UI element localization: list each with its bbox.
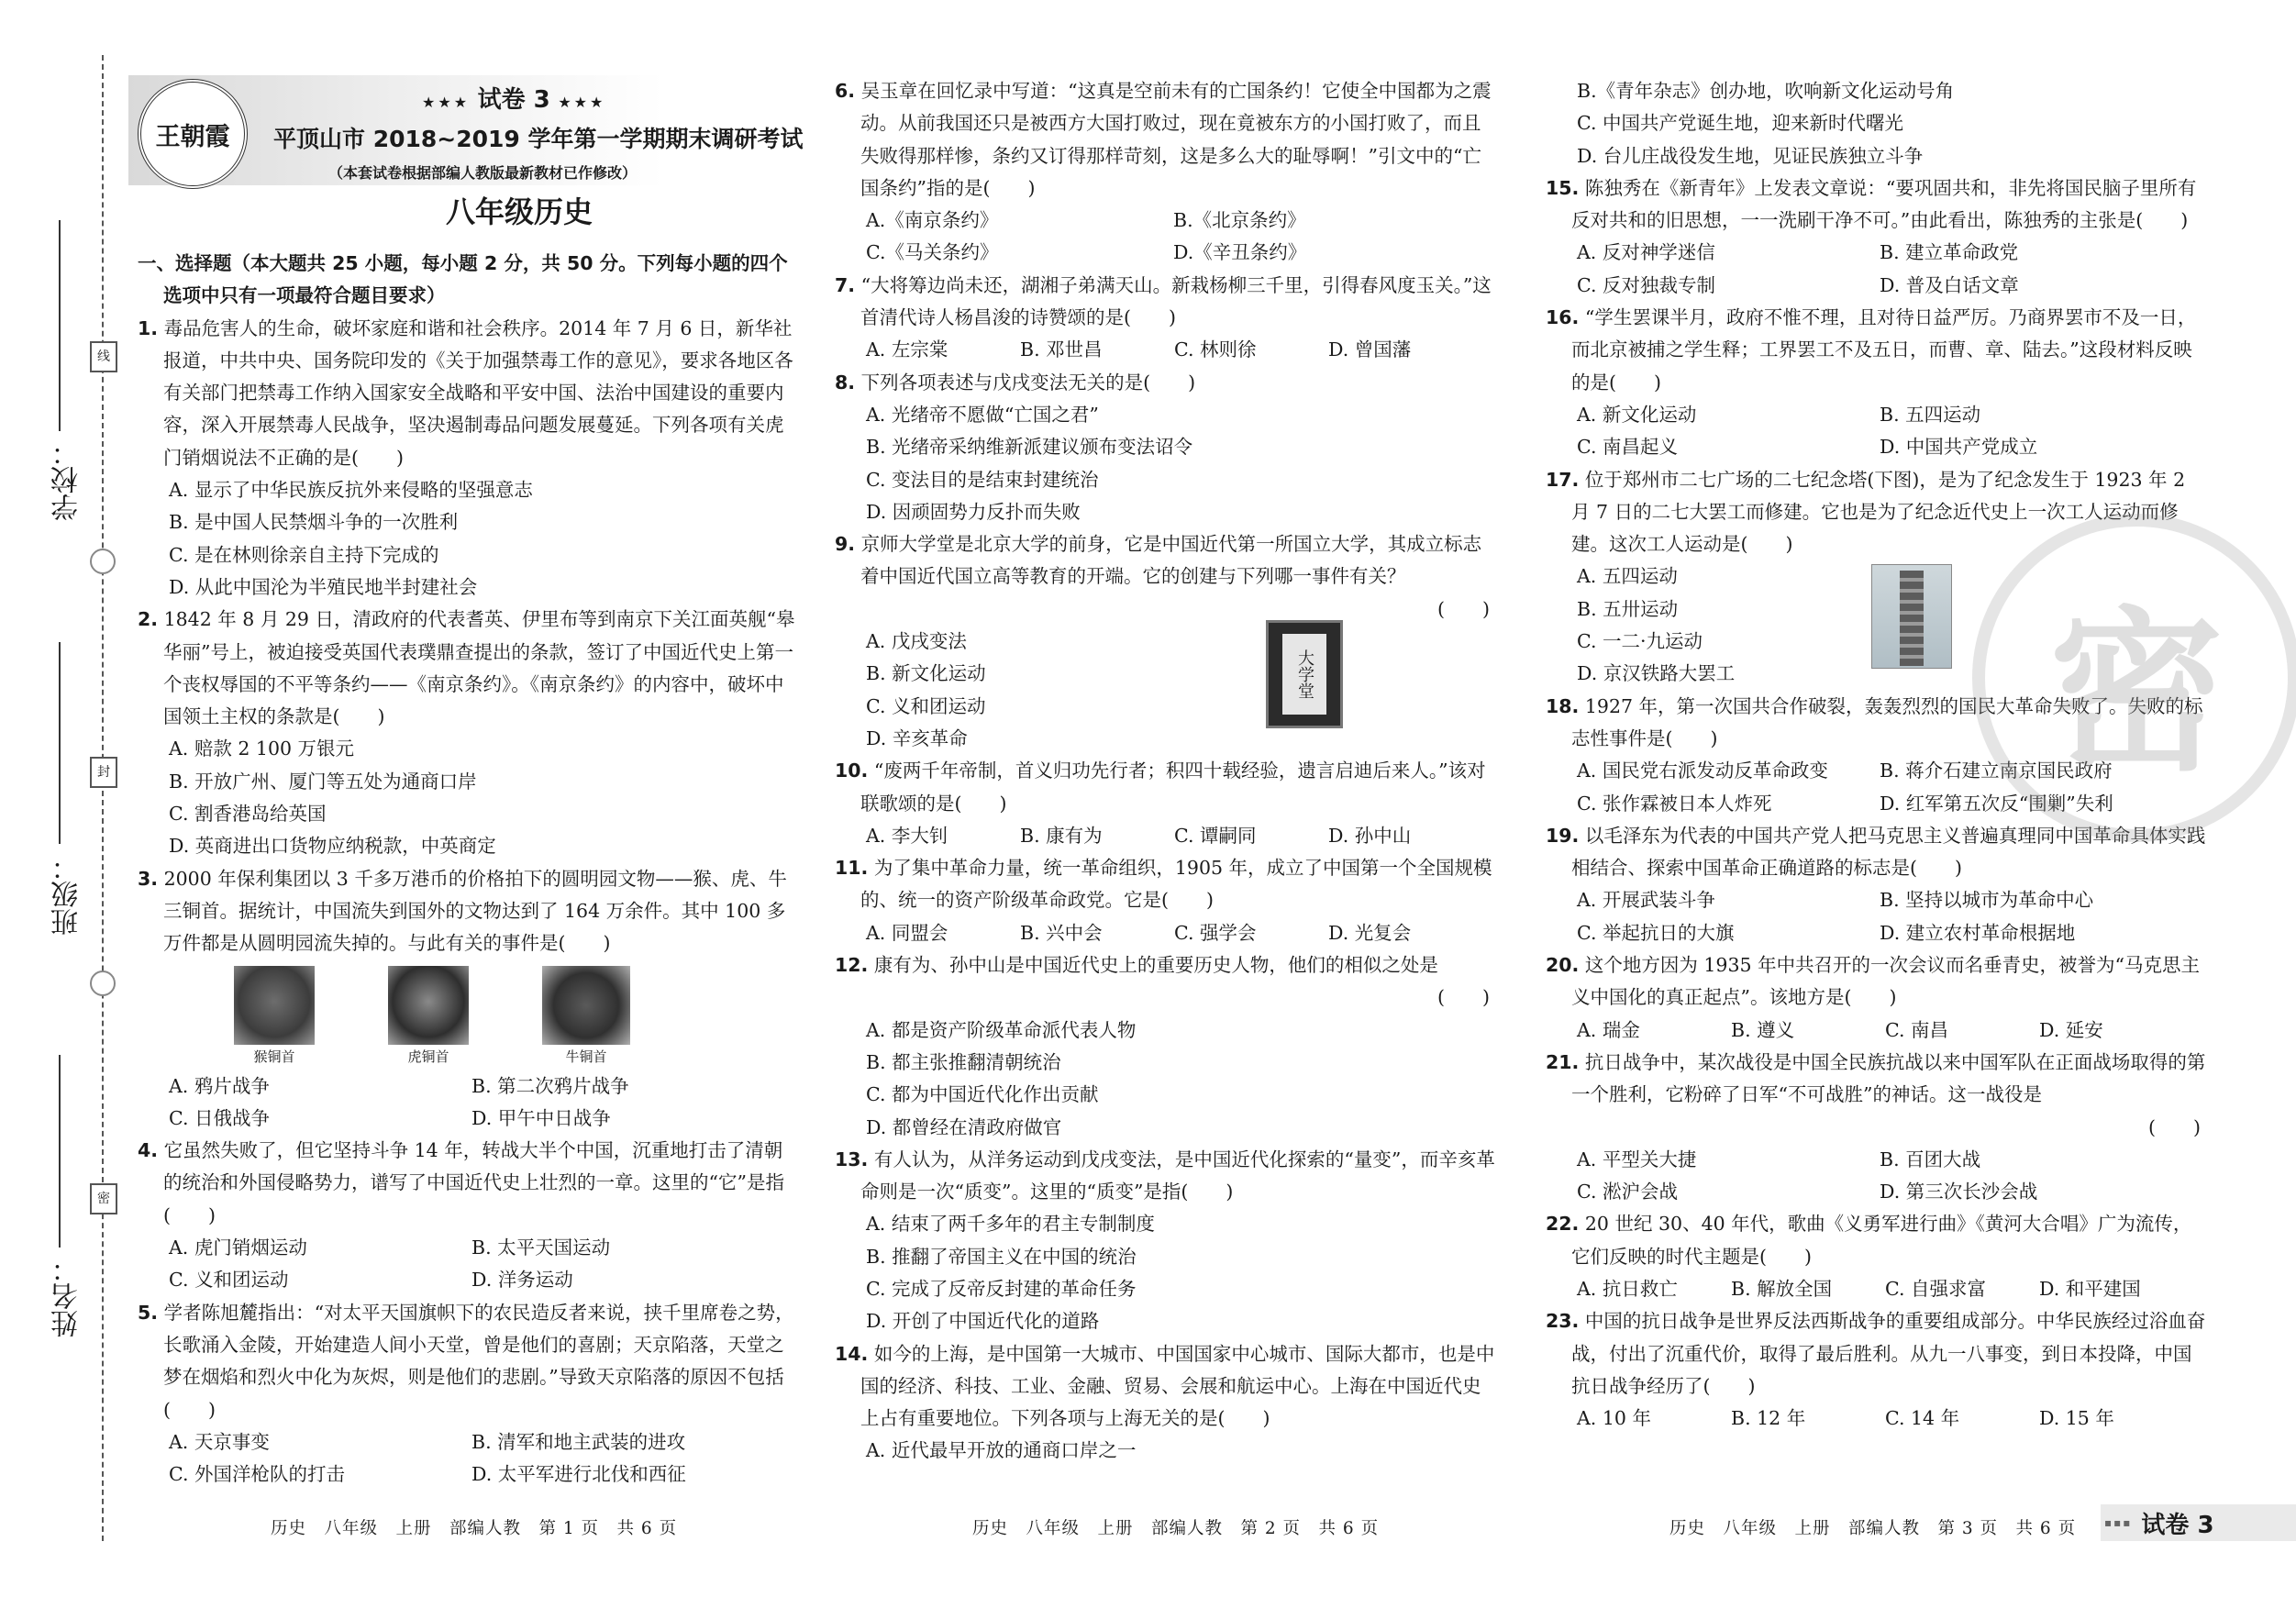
monkey-head-figure [234, 966, 315, 1069]
question-20 [1546, 949, 2206, 1015]
q19-option-a[interactable]: A. 开展武装斗争 [1577, 889, 1715, 912]
tower-shape [1900, 571, 1924, 666]
q21-answer-bracket[interactable]: ( ) [2148, 1115, 2201, 1138]
star-decor: ★★★ [422, 94, 478, 111]
question-text: “大将筹边尚未还，湖湘子弟满天山。新栽杨柳三千里，引得春风度玉关。”这首清代诗人杨昌浚的诗赞颂的是( ) [860, 273, 1492, 329]
question-10 [835, 755, 1495, 820]
binding-hole [90, 549, 116, 574]
q19-options-row2 [1546, 917, 2206, 949]
q23-options [1546, 1403, 2206, 1435]
question-text: 下列各项表述与戊戌变法无关的是( ) [860, 371, 1196, 394]
q6-options-row2 [835, 237, 1495, 269]
q14-option-b[interactable]: B.《青年杂志》创办地，吹响新文化运动号角 [1577, 80, 1955, 102]
q16-options-row1 [1546, 399, 2206, 431]
q3-option-c[interactable]: C. 日俄战争 [169, 1106, 270, 1129]
question-8 [835, 367, 1495, 399]
q9-option-a[interactable]: A. 戊戌变法 [866, 630, 967, 653]
q14-option-c[interactable]: C. 中国共产党诞生地，迎来新时代曙光 [1577, 112, 1903, 135]
ox-head-figure [542, 966, 630, 1069]
question-text: 康有为、孙中山是中国近代史上的重要历史人物，他们的相似之处是 [873, 954, 1438, 977]
question-text: 学者陈旭麓指出：“对太平天国旗帜下的农民造反者来说，挟千里席卷之势，长歌涌入金陵，开始建造人间小天堂，曾是他们的喜剧；天京陷落，天堂之梦在烟焰和烈火中化为灰烬，则是他们的悲剧。”导致天京陷落的原因不包括( ) [163, 1301, 794, 1421]
q20-option-d[interactable]: D. 延安 [2039, 1018, 2103, 1041]
q17-option-d[interactable]: D. 京汉铁路大罢工 [1577, 662, 1736, 685]
question-text: 抗日战争中，某次战役是中国全民族抗战以来中国军队在正面战场取得的第一个胜利，它粉碎了日军“不可战胜”的神话。这一战役是 [1571, 1050, 2206, 1106]
q11-option-b[interactable]: B. 兴中会 [1020, 921, 1103, 944]
q10-option-a[interactable]: A. 李大钊 [866, 824, 948, 847]
q19-option-c[interactable]: C. 举起抗日的大旗 [1577, 921, 1735, 944]
q21-option-c[interactable]: C. 淞沪会战 [1577, 1181, 1678, 1203]
binding-dashed-line [102, 55, 104, 1541]
question-number: 16. [1546, 306, 1580, 329]
footer-squares-decor: ▪▪▪ [2104, 1516, 2133, 1529]
question-text: “学生罢课半月，政府不惟不理，且对待日益严厉。乃商界罢市不及一日，而北京被捕之学生释；工界罢工不及五日，而曹、章、陆去。”这段材料反映的是( ) [1571, 306, 2197, 394]
q19-options-row1 [1546, 884, 2206, 916]
q9-option-c[interactable]: C. 义和团运动 [866, 694, 986, 717]
q12-option-b[interactable]: B. 都主张推翻清朝统治 [866, 1050, 1061, 1073]
section-heading: 一、选择题（本大题共 25 小题，每小题 2 分，共 50 分。下列每小题的四个选项中只有一项最符合题目要求） [138, 252, 788, 307]
q18-option-d[interactable]: D. 红军第五次反“围剿”失利 [1880, 792, 2113, 815]
question-number: 17. [1546, 468, 1580, 491]
question-23 [1546, 1305, 2206, 1403]
q6-options-row1 [835, 205, 1495, 237]
question-number: 22. [1546, 1213, 1580, 1236]
question-13 [835, 1144, 1495, 1209]
q4-option-a[interactable]: A. 虎门销烟运动 [169, 1237, 307, 1259]
question-number: 11. [835, 857, 869, 880]
question-16 [1546, 302, 2206, 399]
q7-option-b[interactable]: B. 邓世昌 [1020, 338, 1103, 361]
question-3 [138, 863, 798, 960]
q4-options-row1 [138, 1232, 798, 1264]
tiger-head-figure [388, 966, 469, 1069]
logo-text: 王朝霞 [155, 122, 230, 151]
question-number: 2. [138, 608, 159, 631]
q9-option-d[interactable]: D. 辛亥革命 [866, 726, 968, 749]
q19-option-b[interactable]: B. 坚持以城市为革命中心 [1880, 889, 2094, 912]
q15-option-c[interactable]: C. 反对独裁专制 [1577, 273, 1715, 296]
question-number: 5. [138, 1301, 159, 1324]
q23-option-d[interactable]: D. 15 年 [2039, 1407, 2114, 1430]
q9-answer-bracket[interactable]: ( ) [1437, 597, 1490, 620]
q16-options-row2 [1546, 431, 2206, 463]
question-6 [835, 75, 1495, 205]
plaque-text: 大学堂 [1282, 634, 1326, 715]
q19-option-d[interactable]: D. 建立农村革命根据地 [1880, 921, 2076, 944]
q2-option-d[interactable]: D. 英商进出口货物应纳税款，中英商定 [169, 835, 496, 858]
q13-option-b[interactable]: B. 推翻了帝国主义在中国的统治 [866, 1245, 1137, 1268]
question-text: 有人认为，从洋务运动到戊戌变法，是中国近代化探索的“量变”，而辛亥革命则是一次“质变”。这里的“质变”是指( ) [860, 1148, 1495, 1203]
q6-option-b[interactable]: B.《北京条约》 [1173, 209, 1306, 232]
question-text: 20 世纪 30、40 年代，歌曲《义勇军进行曲》《黄河大合唱》广为流传，它们反映的时代主题是( ) [1571, 1213, 2192, 1268]
q6-option-d[interactable]: D.《辛丑条约》 [1173, 241, 1307, 264]
q3-option-a[interactable]: A. 鸦片战争 [169, 1074, 270, 1097]
q22-option-d[interactable]: D. 和平建国 [2039, 1277, 2141, 1300]
q13-option-a[interactable]: A. 结束了两千多年的君主专制制度 [866, 1213, 1155, 1236]
q17-option-b[interactable]: B. 五卅运动 [1577, 597, 1679, 620]
q16-option-a[interactable]: A. 新文化运动 [1577, 403, 1697, 426]
subject-title: 八年级历史 [446, 194, 593, 229]
q2-option-b[interactable]: B. 开放广州、厦门等五处为通商口岸 [169, 770, 477, 793]
q9-option-b[interactable]: B. 新文化运动 [866, 662, 986, 685]
q15-option-d[interactable]: D. 普及白话文章 [1880, 273, 2019, 296]
footer-tag [2101, 1504, 2296, 1541]
q20-option-b[interactable]: B. 遵义 [1731, 1018, 1795, 1041]
q6-option-c[interactable]: C.《马关条约》 [866, 241, 999, 264]
q12-option-d[interactable]: D. 都曾经在清政府做官 [866, 1115, 1062, 1138]
q21-option-d[interactable]: D. 第三次长沙会战 [1880, 1181, 2038, 1203]
q15-options-row2 [1546, 270, 2206, 302]
q7-option-c[interactable]: C. 林则徐 [1174, 338, 1257, 361]
figure-caption: 牛铜首 [565, 1048, 607, 1065]
q23-option-b[interactable]: B. 12 年 [1731, 1407, 1806, 1430]
q14-option-a[interactable]: A. 近代最早开放的通商口岸之一 [866, 1439, 1137, 1462]
question-text: 2000 年保利集团以 3 千多万港币的价格拍下的圆明园文物——猴、虎、牛三铜首。据统计，中国流失到国外的文物达到了 164 万余件。其中 100 多万件都是从圆明园流失掉的。与此有关的事件是( ) [163, 867, 787, 955]
question-text: 吴玉章在回忆录中写道：“这真是空前未有的亡国条约！它使全中国都为之震动。从前我国还只是被西方大国打败过，现在竟被东方的小国打败了，而且失败得那样惨，条约又订得那样苛刻，这是多么大的耻辱啊！”引文中的“亡国条约”指的是( ) [860, 80, 1492, 199]
q11-options [835, 917, 1495, 949]
question-text: 1927 年，第一次国共合作破裂，轰轰烈烈的国民大革命失败了。失败的标志性事件是( ) [1571, 694, 2203, 749]
q5-option-d[interactable]: D. 太平军进行北伐和西征 [471, 1463, 686, 1486]
q3-options-row1 [138, 1070, 798, 1103]
question-number: 10. [835, 760, 869, 782]
figure-caption: 虎铜首 [407, 1048, 449, 1065]
q15-option-b[interactable]: B. 建立革命政党 [1880, 241, 2019, 264]
q5-options-row1 [138, 1426, 798, 1458]
q11-option-a[interactable]: A. 同盟会 [866, 921, 948, 944]
question-number: 23. [1546, 1310, 1580, 1333]
question-number: 1. [138, 316, 159, 339]
school-field[interactable] [59, 220, 61, 431]
q21-options-row2 [1546, 1176, 2206, 1208]
q12-option-a[interactable]: A. 都是资产阶级革命派代表人物 [866, 1018, 1137, 1041]
q16-option-c[interactable]: C. 南昌起义 [1577, 436, 1678, 459]
q10-option-d[interactable]: D. 孙中山 [1328, 824, 1412, 847]
q21-option-a[interactable]: A. 平型关大捷 [1577, 1148, 1697, 1170]
exam-note: （本套试卷根据部编人教版最新教材已作修改） [328, 164, 638, 182]
q11-option-d[interactable]: D. 光复会 [1328, 921, 1412, 944]
q22-options [1546, 1273, 2206, 1305]
question-4 [138, 1135, 798, 1232]
question-21 [1546, 1047, 2206, 1112]
question-7 [835, 270, 1495, 335]
question-22 [1546, 1208, 2206, 1273]
erqi-tower-image [1871, 564, 1952, 669]
column-2 [835, 75, 1495, 1468]
q2-option-a[interactable]: A. 赔款 2 100 万银元 [169, 738, 355, 760]
question-5 [138, 1297, 798, 1426]
question-number: 13. [835, 1148, 869, 1170]
q15-options-row1 [1546, 237, 2206, 269]
footer-page-2: 历史 八年级 上册 部编人教 第 2 页 共 6 页 [972, 1519, 1380, 1538]
q1-option-d[interactable]: D. 从此中国沦为半殖民地半封建社会 [169, 575, 478, 598]
question-12 [835, 949, 1495, 981]
q5-options-row2 [138, 1458, 798, 1491]
question-number: 4. [138, 1139, 159, 1162]
q18-option-c[interactable]: C. 张作霖被日本人炸死 [1577, 792, 1772, 815]
q7-options [835, 334, 1495, 366]
footer-page-3: 历史 八年级 上册 部编人教 第 3 页 共 6 页 [1669, 1519, 2077, 1538]
question-text: 它虽然失败了，但它坚持斗争 14 年，转战大半个中国，沉重地打击了清朝的统治和外国侵略势力，谱写了中国近代史上壮烈的一章。这里的“它”是指( ) [163, 1139, 784, 1226]
q21-option-b[interactable]: B. 百团大战 [1880, 1148, 1981, 1170]
question-2 [138, 604, 798, 733]
question-number: 14. [835, 1342, 869, 1365]
q11-option-c[interactable]: C. 强学会 [1174, 921, 1257, 944]
q9-options-block [835, 626, 1495, 755]
q8-option-a[interactable]: A. 光绪帝不愿做“亡国之君” [866, 403, 1099, 426]
q16-option-b[interactable]: B. 五四运动 [1880, 403, 1981, 426]
bronze-heads-figure [138, 966, 798, 1069]
question-number: 21. [1546, 1050, 1580, 1073]
school-label: 学校： [51, 438, 83, 521]
q1-option-b[interactable]: B. 是中国人民禁烟斗争的一次胜利 [169, 511, 459, 534]
name-field[interactable] [59, 1055, 61, 1248]
question-number: 20. [1546, 954, 1580, 977]
question-text: 这个地方因为 1935 年中共召开的一次会议而名垂青史，被誉为“马克思主义中国化的真正起点”。该地方是( ) [1571, 954, 2201, 1009]
q18-option-a[interactable]: A. 国民党右派发动反革命政变 [1577, 760, 1828, 782]
q8-option-c[interactable]: C. 变法目的是结束封建统治 [866, 468, 1099, 491]
question-number: 15. [1546, 176, 1580, 199]
monkey-head-image [234, 966, 315, 1045]
q20-options [1546, 1015, 2206, 1047]
question-number: 12. [835, 954, 869, 977]
q13-option-d[interactable]: D. 开创了中国近代化的道路 [866, 1310, 1100, 1333]
question-text: 陈独秀在《新青年》上发表文章说：“要巩固共和，非先将国民脑子里所有反对共和的旧思想，一一洗刷干净不可。”由此看出，陈独秀的主张是( ) [1571, 176, 2197, 232]
question-text: 中国的抗日战争是世界反法西斯战争的重要组成部分。中华民族经过浴血奋战，付出了沉重代价，取得了最后胜利。从九一八事变，到日本投降，中国抗日战争经历了( ) [1571, 1310, 2206, 1397]
q1-option-a[interactable]: A. 显示了中华民族反抗外来侵略的坚强意志 [169, 479, 533, 502]
question-number: 7. [835, 273, 856, 296]
question-1 [138, 313, 798, 474]
question-11 [835, 852, 1495, 917]
q6-option-a[interactable]: A.《南京条约》 [866, 209, 999, 232]
q3-option-d[interactable]: D. 甲午中日战争 [471, 1106, 611, 1129]
q18-option-b[interactable]: B. 蒋介石建立南京国民政府 [1880, 760, 2113, 782]
question-text: 以毛泽东为代表的中国共产党人把马克思主义普遍真理同中国革命具体实践相结合、探索中国革命正确道路的标志是( ) [1571, 824, 2206, 880]
question-text: 为了集中革命力量，统一革命组织，1905 年，成立了中国第一个全国规模的、统一的资产阶级革命政党。它是( ) [860, 857, 1492, 912]
q21-options-row1 [1546, 1144, 2206, 1176]
q22-option-b[interactable]: B. 解放全国 [1731, 1277, 1833, 1300]
q12-answer-bracket[interactable]: ( ) [1437, 986, 1490, 1009]
question-text: 如今的上海，是中国第一大城市、中国国家中心城市、国际大都市，也是中国的经济、科技、工业、金融、贸易、会展和航运中心。上海在中国近代史上占有重要地位。下列各项与上海无关的是( ) [860, 1342, 1495, 1430]
name-label: 姓名： [51, 1255, 83, 1337]
binding-mark-feng: 封 [90, 757, 117, 788]
star-decor: ★★★ [549, 94, 606, 111]
class-label: 班级： [51, 853, 83, 936]
q23-option-c[interactable]: C. 14 年 [1885, 1407, 1960, 1430]
question-number: 3. [138, 867, 159, 890]
logo-badge [138, 79, 248, 189]
footer-tag-text: 试卷 3 [2141, 1511, 2214, 1539]
q20-option-a[interactable]: A. 瑞金 [1577, 1018, 1640, 1041]
question-number: 18. [1546, 694, 1580, 717]
question-text: 1842 年 8 月 29 日，清政府的代表耆英、伊里布等到南京下关江面英舰“皋华丽”号上，被迫接受英国代表璞鼎查提出的条款，签订了中国近代史上第一个丧权辱国的不平等条约——《南京条约》。《南京条约》的内容中，破坏中国领土主权的条款是( ) [163, 608, 795, 728]
q14-option-d[interactable]: D. 台儿庄战役发生地，见证民族独立斗争 [1577, 144, 1924, 167]
q1-option-c[interactable]: C. 是在林则徐亲自主持下完成的 [169, 543, 439, 566]
question-number: 8. [835, 371, 856, 394]
q4-options-row2 [138, 1264, 798, 1296]
q22-option-c[interactable]: C. 自强求富 [1885, 1277, 1986, 1300]
q16-option-d[interactable]: D. 中国共产党成立 [1880, 436, 2038, 459]
q8-option-b[interactable]: B. 光绪帝采纳维新派建议颁布变法诏令 [866, 436, 1193, 459]
q15-option-a[interactable]: A. 反对神学迷信 [1577, 241, 1715, 264]
figure-caption: 猴铜首 [253, 1048, 295, 1065]
q10-option-c[interactable]: C. 谭嗣同 [1174, 824, 1257, 847]
q4-option-d[interactable]: D. 洋务运动 [471, 1269, 573, 1292]
question-text: 位于郑州市二七广场的二七纪念塔(下图)，是为了纪念发生于 1923 年 2 月 7 日的二七大罢工而修建。它也是为了纪念近代史上一次工人运动而修建。这次工人运动是( ) [1571, 468, 2191, 556]
paper-number [422, 81, 605, 115]
q3-options-row2 [138, 1103, 798, 1135]
q10-options [835, 820, 1495, 852]
question-number: 9. [835, 533, 856, 556]
university-plaque-image [1266, 620, 1343, 728]
question-text: 毒品危害人的生命，破坏家庭和谐和社会秩序。2014 年 7 月 6 日，新华社报道，中共中央、国务院印发的《关于加强禁毒工作的意见》，要求各地区各有关部门把禁毒工作纳入国家安全战略和平安中国、法治中国建设的重要内容，深入开展禁毒人民战争，坚决遏制毒品问题发展蔓延。下列各项有关虎门销烟说法不正确的是( ) [163, 316, 793, 469]
q2-option-c[interactable]: C. 割香港岛给英国 [169, 803, 327, 826]
q10-option-b[interactable]: B. 康有为 [1020, 824, 1103, 847]
question-number: 6. [835, 80, 856, 102]
q23-option-a[interactable]: A. 10 年 [1577, 1407, 1651, 1430]
q8-option-d[interactable]: D. 因顽固势力反扑而失败 [866, 500, 1081, 523]
q7-option-d[interactable]: D. 曾国藩 [1328, 338, 1412, 361]
q5-option-a[interactable]: A. 天京事变 [169, 1430, 270, 1453]
column-1 [138, 248, 798, 1491]
question-15 [1546, 172, 2206, 238]
binding-mark-xian: 线 [90, 341, 117, 372]
footer-page-1: 历史 八年级 上册 部编人教 第 1 页 共 6 页 [271, 1519, 678, 1538]
question-text: “废两千年帝制，首义归功先行者；积四十载经验，遗言启迪后来人。”该对联歌颂的是( ) [860, 760, 1486, 815]
q3-option-b[interactable]: B. 第二次鸦片战争 [471, 1074, 629, 1097]
q12-option-c[interactable]: C. 都为中国近代化作出贡献 [866, 1083, 1099, 1106]
question-14 [835, 1338, 1495, 1436]
q17-option-c[interactable]: C. 一二·九运动 [1577, 630, 1703, 653]
watermark-text: 密 [2048, 591, 2224, 794]
confidential-watermark [1972, 514, 2296, 842]
question-text: 京师大学堂是北京大学的前身，它是中国近代第一所国立大学，其成立标志着中国近代国立高等教育的开端。它的创建与下列哪一事件有关？ [860, 533, 1482, 588]
q4-option-b[interactable]: B. 太平天国运动 [471, 1237, 611, 1259]
q7-option-a[interactable]: A. 左宗棠 [866, 338, 948, 361]
exam-title: 平顶山市 2018~2019 学年第一学期期末调研考试 [273, 126, 804, 152]
q13-option-c[interactable]: C. 完成了反帝反封建的革命任务 [866, 1277, 1137, 1300]
binding-mark-mi: 密 [90, 1183, 117, 1214]
class-field[interactable] [59, 642, 61, 844]
q17-option-a[interactable]: A. 五四运动 [1577, 565, 1678, 588]
q5-option-c[interactable]: C. 外国洋枪队的打击 [169, 1463, 345, 1486]
question-number: 19. [1546, 824, 1580, 847]
q22-option-a[interactable]: A. 抗日救亡 [1577, 1277, 1678, 1300]
q4-option-c[interactable]: C. 义和团运动 [169, 1269, 289, 1292]
question-9 [835, 528, 1495, 593]
tiger-head-image [388, 966, 469, 1045]
q5-option-b[interactable]: B. 清军和地主武装的进攻 [471, 1430, 686, 1453]
binding-hole [90, 970, 116, 996]
q20-option-c[interactable]: C. 南昌 [1885, 1018, 1948, 1041]
ox-head-image [542, 966, 630, 1045]
paper-no-text: 试卷 3 [477, 86, 550, 114]
